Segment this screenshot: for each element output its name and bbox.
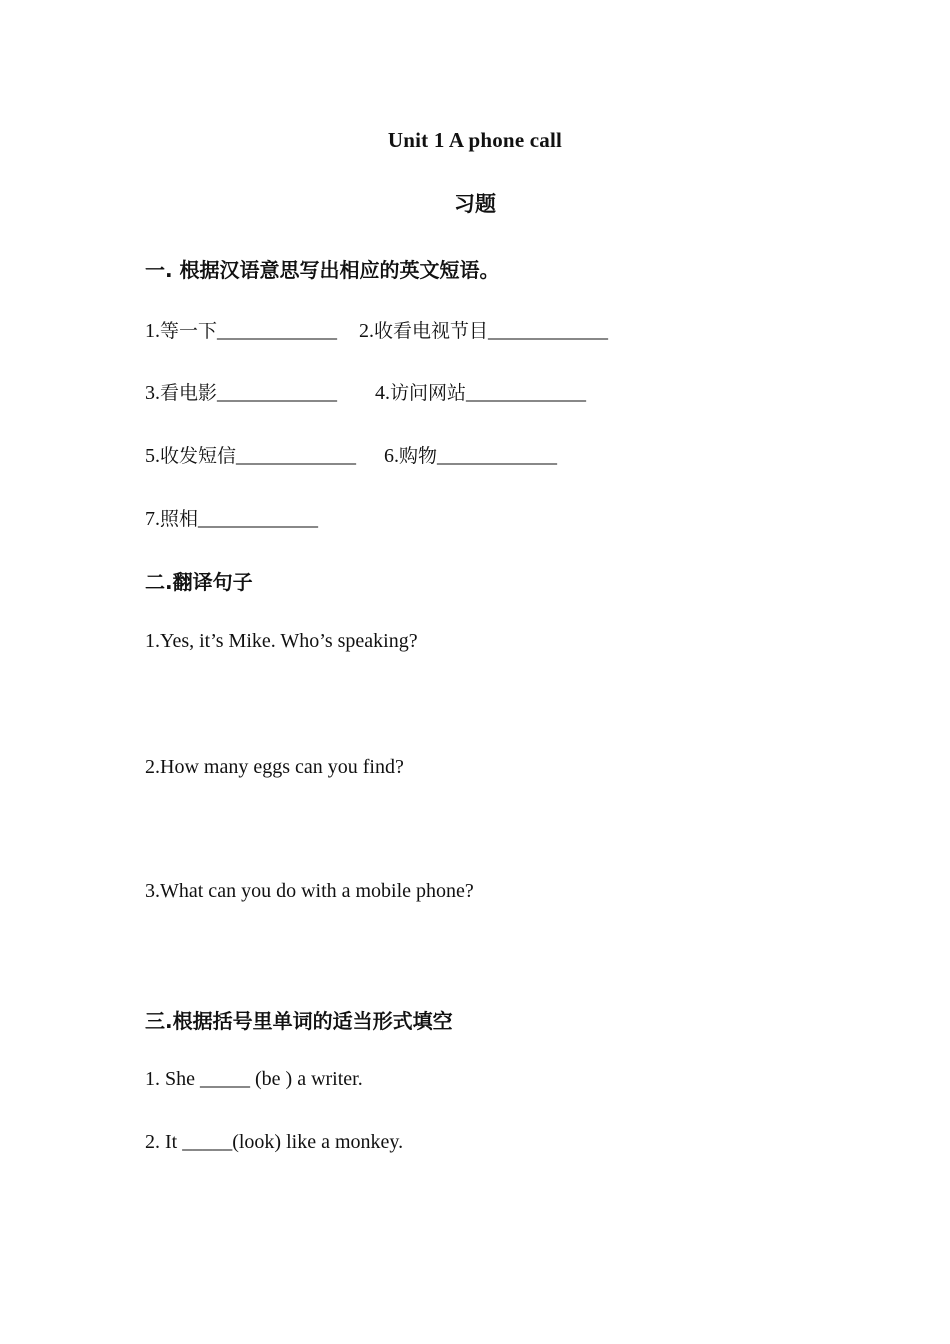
answer-blank[interactable]: ____________ [236,445,357,467]
item-number: 2. [359,320,375,342]
item-number: 7. [145,508,160,530]
answer-blank[interactable]: ____________ [198,508,319,530]
answer-blank[interactable]: ____________ [217,320,338,342]
phrase-row-2 [145,378,586,405]
phrase-row-4 [145,504,318,531]
section-2-heading: 二.翻译句子 [145,570,253,594]
item-number: 6. [384,445,400,467]
translate-sentence-1: 1.Yes, it’s Mike. Who’s speaking? [145,630,418,652]
translate-sentence-2: 2.How many eggs can you find? [145,756,404,778]
page-title: Unit 1 A phone call [387,128,563,152]
phrase-row-3 [145,441,557,468]
fill-blank-item-1: 1. She _____ (be ) a writer. [145,1068,363,1090]
section-1-heading: 一. 根据汉语意思写出相应的英文短语。 [145,258,500,282]
answer-blank[interactable]: ____________ [488,320,609,342]
item-chinese: 等一下 [160,320,218,342]
item-number: 5. [145,445,160,467]
phrase-row-1 [145,316,608,343]
item-chinese: 收发短信 [160,445,237,467]
item-number: 3. [145,382,160,404]
item-chinese: 收看电视节目 [374,320,489,342]
fill-blank-item-2: 2. It _____(look) like a monkey. [145,1131,404,1153]
item-chinese: 照相 [160,508,199,530]
translate-sentence-3: 3.What can you do with a mobile phone? [145,880,474,902]
item-chinese: 购物 [399,445,438,467]
answer-blank[interactable]: ____________ [466,382,587,404]
section-3-heading: 三.根据括号里单词的适当形式填空 [145,1009,453,1033]
item-number: 4. [375,382,391,404]
item-chinese: 访问网站 [390,382,467,404]
answer-blank[interactable]: ____________ [217,382,338,404]
item-chinese: 看电影 [160,382,218,404]
answer-blank[interactable]: ____________ [437,445,558,467]
page-subtitle: 习题 [454,192,496,216]
item-number: 1. [145,320,160,342]
